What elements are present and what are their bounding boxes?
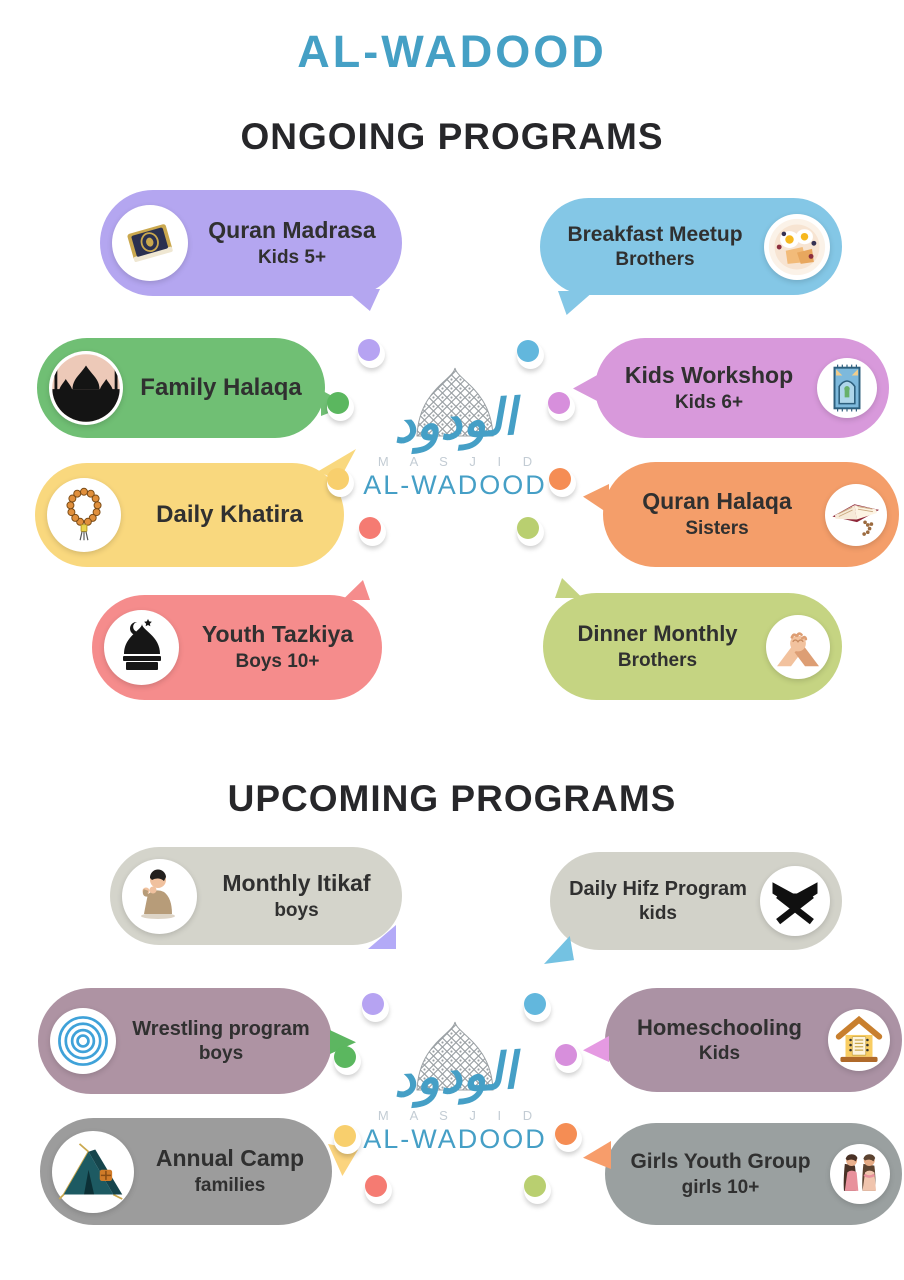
dot-core xyxy=(358,339,380,361)
dot-purple xyxy=(362,995,389,1022)
school-house-icon xyxy=(828,1009,890,1071)
bubble-tail xyxy=(555,578,587,598)
logo-masjid-text: M A S J I D xyxy=(377,1108,542,1123)
program-title: Monthly Itikaf xyxy=(222,869,371,896)
program-subtitle: Sisters xyxy=(685,518,749,540)
dot-core xyxy=(555,1123,577,1145)
bubble-daily-hifz-program xyxy=(550,852,842,950)
girls-icon xyxy=(830,1144,890,1204)
bubble-homeschooling xyxy=(605,988,902,1092)
prayer-mat-icon xyxy=(817,358,877,418)
program-subtitle: families xyxy=(194,1175,266,1197)
program-subtitle: Kids xyxy=(698,1043,741,1065)
program-subtitle: kids xyxy=(638,903,678,925)
bubble-kids-workshop xyxy=(595,338,889,438)
program-title: Daily Hifz Program xyxy=(569,877,747,900)
bubble-tail xyxy=(558,291,594,315)
bubble-youth-tazkiya xyxy=(92,595,382,700)
prayer-beads-icon xyxy=(47,478,121,552)
dot-red xyxy=(365,1177,392,1204)
dot-core xyxy=(327,392,349,414)
program-title: Kids Workshop xyxy=(624,361,794,388)
poster-title: AL-WADOOD xyxy=(297,26,607,77)
dot-core xyxy=(517,340,539,362)
upcoming-programs-heading: UPCOMING PROGRAMS xyxy=(227,778,677,819)
bubble-family-halaqa xyxy=(37,338,325,438)
dot-pink xyxy=(548,394,575,421)
program-subtitle: Brothers xyxy=(615,249,695,271)
dot-green xyxy=(327,394,354,421)
program-subtitle: Boys 10+ xyxy=(235,651,320,673)
open-quran-icon xyxy=(825,484,887,546)
bubble-annual-camp xyxy=(40,1118,332,1225)
dot-core xyxy=(365,1175,387,1197)
program-subtitle: boys xyxy=(274,899,319,921)
dot-core xyxy=(327,468,349,490)
dot-core xyxy=(517,517,539,539)
breakfast-plate-icon xyxy=(764,214,830,280)
dot-purple xyxy=(358,341,385,368)
logo-name-text: AL-WADOOD xyxy=(363,1124,547,1154)
mosque-dome-icon xyxy=(104,610,179,685)
dot-orange xyxy=(549,470,576,497)
ongoing-programs-heading: ONGOING PROGRAMS xyxy=(240,116,664,157)
program-subtitle: girls 10+ xyxy=(681,1176,760,1198)
program-title: Quran Madrasa xyxy=(208,216,376,243)
bubble-daily-khatira xyxy=(35,463,344,567)
dot-yellowgreen xyxy=(517,519,544,546)
bubble-tail xyxy=(338,580,370,600)
dot-yellow xyxy=(334,1127,361,1154)
program-subtitle: Brothers xyxy=(617,649,698,671)
dot-pink xyxy=(555,1046,582,1073)
dot-core xyxy=(524,993,546,1015)
masjid-logo xyxy=(320,1020,590,1155)
bubble-girls-youth-group xyxy=(605,1123,902,1225)
program-title: Girls Youth Group xyxy=(630,1150,811,1174)
dot-core xyxy=(334,1125,356,1147)
dot-core xyxy=(548,392,570,414)
arabic-calligraphy: الودود xyxy=(391,1041,519,1109)
bubble-dinner-monthly xyxy=(543,593,842,700)
bubble-breakfast-meetup xyxy=(540,198,842,295)
program-title: Breakfast Meetup xyxy=(567,222,743,246)
bubble-monthly-itikaf xyxy=(110,847,402,945)
bubble-tail xyxy=(544,936,574,964)
program-subtitle: Kids 6+ xyxy=(674,391,744,413)
dot-core xyxy=(524,1175,546,1197)
program-title: Dinner Monthly xyxy=(577,621,738,647)
logo-name-text: AL-WADOOD xyxy=(363,470,547,500)
quran-rehal-icon xyxy=(760,866,830,936)
dot-blue xyxy=(524,995,551,1022)
dot-core xyxy=(359,517,381,539)
bubble-wrestling-program xyxy=(38,988,332,1094)
program-title: Annual Camp xyxy=(155,1145,305,1172)
bubble-quran-madrasa xyxy=(100,190,402,296)
program-subtitle: boys xyxy=(198,1043,244,1065)
dot-blue xyxy=(517,342,544,369)
dot-yellowgreen xyxy=(524,1177,551,1204)
dot-red xyxy=(359,519,386,546)
quran-book-icon xyxy=(112,205,188,281)
program-title: Quran Halaqa xyxy=(642,488,792,515)
bubble-quran-halaqa xyxy=(603,462,899,567)
program-title: Wrestling program xyxy=(132,1017,310,1040)
dot-core xyxy=(555,1044,577,1066)
dot-core xyxy=(549,468,571,490)
arm-wrestle-icon xyxy=(766,615,830,679)
logo-masjid-text: M A S J I D xyxy=(377,454,542,469)
program-title: Daily Khatira xyxy=(156,500,303,528)
rings-icon xyxy=(50,1008,116,1074)
mosque-silhouette-icon xyxy=(49,351,123,425)
program-title: Youth Tazkiya xyxy=(201,621,354,648)
dot-core xyxy=(334,1046,356,1068)
program-title: Homeschooling xyxy=(636,1014,802,1040)
program-title: Family Halaqa xyxy=(140,373,302,401)
praying-boy-icon xyxy=(122,859,197,934)
arabic-calligraphy: الودود xyxy=(391,387,519,455)
bubble-tail xyxy=(344,289,380,311)
bubble-tail xyxy=(368,925,396,949)
dot-orange xyxy=(555,1125,582,1152)
program-subtitle: Kids 5+ xyxy=(257,246,327,268)
tent-icon xyxy=(52,1131,134,1213)
dot-yellow xyxy=(327,470,354,497)
dot-green xyxy=(334,1048,361,1075)
dot-core xyxy=(362,993,384,1015)
